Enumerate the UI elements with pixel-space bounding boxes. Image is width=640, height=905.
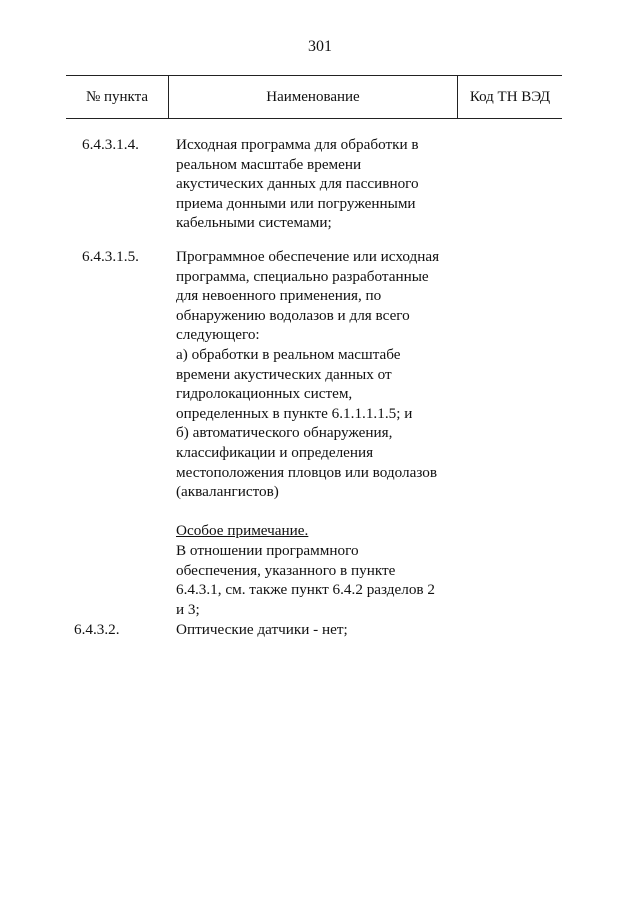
entry-line: обнаружению водолазов и для всего bbox=[176, 306, 410, 324]
entry-line: (аквалангистов) bbox=[176, 483, 279, 501]
note-line: 6.4.3.1, см. также пункт 6.4.2 разделов 2 bbox=[176, 581, 435, 599]
entry-text bbox=[176, 247, 476, 619]
header-col-code: Код ТН ВЭД bbox=[469, 88, 551, 105]
entry-line: программа, специально разработанные bbox=[176, 267, 429, 285]
entry-line: акустических данных для пассивного bbox=[176, 175, 419, 193]
note-line: и 3; bbox=[176, 600, 200, 618]
entry-line: приема донными или погруженными bbox=[176, 194, 416, 212]
entry-line: б) автоматического обнаружения, bbox=[176, 424, 393, 442]
entry-line: реальном масштабе времени bbox=[176, 155, 362, 173]
header-col-number: № пункта bbox=[66, 76, 169, 118]
entry-line: определенных в пункте 6.1.1.1.1.5; и bbox=[176, 404, 413, 422]
entry-line: следующего: bbox=[176, 326, 260, 344]
entry-line: для невоенного применения, по bbox=[176, 287, 382, 305]
special-note bbox=[176, 521, 476, 619]
note-title: Особое примечание. bbox=[176, 522, 309, 540]
note-line: В отношении программного bbox=[176, 541, 359, 559]
table-header bbox=[66, 75, 562, 119]
entry-text bbox=[176, 620, 476, 640]
note-line: обеспечения, указанного в пункте bbox=[176, 561, 396, 579]
entry-number: 6.4.3.2. bbox=[74, 621, 120, 638]
entry-line: а) обработки в реальном масштабе bbox=[176, 345, 401, 363]
page-number: 301 bbox=[308, 38, 332, 55]
entry-line: Оптические датчики - нет; bbox=[176, 621, 348, 638]
header-col-name: Наименование bbox=[169, 76, 458, 118]
entry-text bbox=[176, 135, 476, 233]
entry-line: Программное обеспечение или исходная bbox=[176, 248, 440, 265]
entry-number: 6.4.3.1.4. bbox=[82, 136, 139, 153]
entry-line: времени акустических данных от bbox=[176, 365, 392, 383]
entry-line: Исходная программа для обработки в bbox=[176, 136, 419, 153]
entry-line: гидролокационных систем, bbox=[176, 385, 353, 403]
entry-line: классификации и определения bbox=[176, 443, 374, 461]
entry-line: местоположения пловцов или водолазов bbox=[176, 463, 438, 481]
entry-line: кабельными системами; bbox=[176, 214, 332, 232]
entry-number: 6.4.3.1.5. bbox=[82, 248, 139, 265]
